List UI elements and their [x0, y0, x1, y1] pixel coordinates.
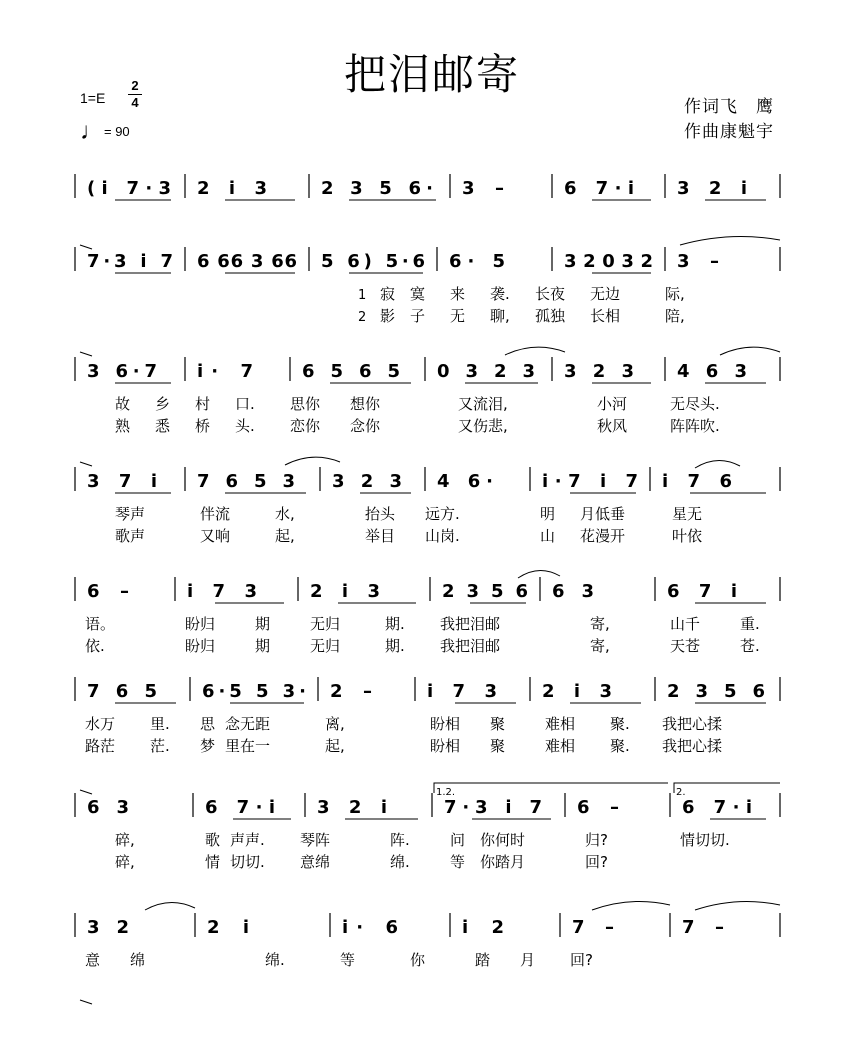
measure-notes: 5 6) 5·6	[321, 251, 425, 272]
lyric-syllable: 问	[450, 831, 466, 849]
volta-label-2: 2.	[676, 787, 686, 798]
lyric-syllable: 孤独	[535, 307, 566, 325]
slur-arc	[720, 347, 780, 355]
measure-notes: i· 6	[342, 917, 398, 938]
lyric-syllable: 难相	[545, 715, 576, 733]
lyric-syllable: 桥	[195, 417, 211, 435]
lyric-syllable: 切切.	[230, 853, 265, 871]
lyric-syllable: 恋你	[290, 417, 321, 435]
lyric-syllable: 长相	[590, 307, 621, 325]
measure-notes: 2 i 3	[310, 581, 380, 602]
lyric-syllable: 回?	[570, 951, 593, 969]
lyric-syllable: 无边	[590, 285, 621, 303]
lyric-syllable: 梦	[200, 737, 216, 755]
lyric-syllable: 歌	[205, 831, 221, 849]
lyric-syllable: 等	[340, 951, 356, 969]
lyric-syllable: 琴阵	[300, 831, 331, 849]
lyric-syllable: 故	[115, 395, 131, 413]
measure-notes: 6 7·i	[205, 797, 275, 818]
lyric-syllable: 山千	[670, 615, 701, 633]
lyric-syllable: 我把泪邮	[440, 615, 501, 633]
song-title: 把泪邮寄	[343, 50, 520, 99]
composer-credit: 作曲康魁宇	[684, 122, 774, 142]
measure-notes: 2 3 5 6	[442, 581, 528, 602]
measure-notes: i· 7	[197, 361, 253, 382]
lyric-syllable: 想你	[350, 395, 381, 413]
lyric-syllable: 际,	[665, 285, 685, 303]
slur-arc	[518, 570, 560, 578]
measure-notes: 2 3 5 6	[667, 681, 765, 702]
lyric-syllable: 里在一	[225, 737, 271, 755]
lyric-syllable: 意绵	[300, 853, 331, 871]
lyric-syllable: 意	[85, 951, 101, 969]
measure-notes: 2 3 5 6·	[321, 178, 433, 199]
slur-arc	[505, 347, 565, 355]
lyric-syllable: 无归	[310, 637, 341, 655]
lyric-syllable: 无尽头.	[670, 395, 720, 413]
score-line	[75, 247, 780, 325]
lyric-syllable: 思	[200, 715, 216, 733]
measure-notes: i·7 i 7	[542, 471, 638, 492]
lyric-syllable: 绵	[130, 951, 146, 969]
lyric-syllable: 茫.	[150, 737, 170, 755]
lyric-syllable: 寞	[410, 285, 426, 303]
measure-notes: 6 –	[87, 581, 129, 602]
score-line	[75, 577, 780, 655]
slur-arc	[285, 457, 340, 465]
lyric-syllable: 重.	[740, 615, 760, 633]
measure-notes: 2 i 3	[197, 178, 267, 199]
measure-notes: 6 7 i	[667, 581, 737, 602]
measure-notes: 3 –	[462, 178, 504, 199]
lyric-syllable: 离,	[325, 715, 345, 733]
lyric-syllable: 伴流	[200, 505, 231, 523]
lyric-syllable: 情切切.	[680, 831, 730, 849]
lyric-syllable: 你	[410, 951, 426, 969]
measure-notes: (i 7·3	[87, 178, 171, 199]
measure-notes: 3 2 i	[317, 797, 387, 818]
measure-notes: 6 66 3 66	[197, 251, 297, 272]
lyric-syllable: 歌声	[115, 527, 146, 545]
time-sig-top: 2	[131, 78, 139, 93]
measure-notes: 4 6 3	[677, 361, 747, 382]
measure-notes: 6 –	[577, 797, 619, 818]
lyric-syllable: 星无	[672, 505, 703, 523]
lyric-syllable: 聚	[490, 737, 506, 755]
volta-bracket-1	[434, 783, 668, 793]
lyric-syllable: 我把泪邮	[440, 637, 501, 655]
score-line	[75, 913, 780, 969]
lyric-syllable: 无	[450, 307, 466, 325]
lyric-syllable: 水万	[85, 715, 116, 733]
lyric-syllable: 抬头	[365, 505, 396, 523]
measure-notes: i 7 3	[187, 581, 257, 602]
lyric-syllable: 情	[205, 853, 221, 871]
lyric-syllable: 又响	[200, 527, 231, 545]
slur-arc	[145, 902, 195, 910]
lyric-syllable: 期	[255, 637, 271, 655]
measure-notes: 6 5 6 5	[302, 361, 400, 382]
volta-label-1: 1.2.	[436, 787, 456, 798]
lyric-syllable: 乡	[155, 395, 171, 413]
lyric-syllable: 聚	[490, 715, 506, 733]
lyric-syllable: 山岗.	[425, 527, 460, 545]
lyric-syllable: 我把心揉	[662, 715, 723, 733]
lyric-syllable: 又伤悲,	[458, 417, 508, 435]
measure-notes: 3 2	[87, 917, 129, 938]
measure-notes: 3 2 3	[332, 471, 402, 492]
score-line	[75, 783, 780, 871]
lyric-syllable: 期	[255, 615, 271, 633]
measure-notes: 2 –	[330, 681, 372, 702]
lyric-syllable: 月	[520, 951, 536, 969]
measure-notes: 7 6 5 3	[197, 471, 295, 492]
lyric-syllable: 碎,	[115, 831, 135, 849]
tie-stub	[80, 462, 92, 466]
lyric-syllable: 寂	[380, 285, 396, 303]
measure-notes: 3 –	[677, 251, 719, 272]
lyric-syllable: 念你	[350, 417, 381, 435]
tie-stub	[80, 1000, 92, 1004]
lyric-syllable: 村	[195, 395, 211, 413]
lyric-syllable: 语。	[85, 615, 116, 633]
measure-notes: 7 –	[682, 917, 724, 938]
lyric-syllable: 期.	[385, 637, 405, 655]
measure-notes: 3 2 3	[564, 361, 634, 382]
lyric-syllable: 秋风	[597, 417, 628, 435]
score-line	[75, 677, 780, 755]
lyric-syllable: 里.	[150, 715, 170, 733]
lyric-syllable: 头.	[235, 417, 255, 435]
lyric-syllable: 阵.	[390, 831, 410, 849]
lyric-syllable: 琴声	[115, 505, 146, 523]
lyric-syllable: 又流泪,	[458, 395, 508, 413]
key-signature: 1=E	[80, 90, 106, 106]
lyric-syllable: 你踏月	[480, 853, 526, 871]
lyricist-credit: 作词飞 鹰	[684, 97, 774, 117]
slur-arc	[680, 236, 780, 245]
lyric-syllable: 期.	[385, 615, 405, 633]
lyric-syllable: 熟	[115, 417, 131, 435]
measure-notes: 4 6·	[437, 471, 493, 492]
measure-notes: 3 2 i	[677, 178, 747, 199]
lyric-syllable: 盼相	[430, 737, 461, 755]
lyric-syllable: 悉	[155, 417, 171, 435]
lyric-syllable: 举目	[365, 527, 396, 545]
lyric-syllable: 绵.	[265, 951, 285, 969]
lyric-syllable: 声声.	[230, 831, 265, 849]
lyric-syllable: 聊,	[490, 307, 510, 325]
volta-bracket-2	[674, 783, 780, 793]
lyric-syllable: 盼归	[185, 637, 216, 655]
quarter-note-icon: ♩	[80, 118, 104, 145]
lyric-syllable: 绵.	[390, 853, 410, 871]
lyric-syllable: 寄,	[590, 615, 610, 633]
lyric-syllable: 1	[358, 288, 367, 303]
lyric-syllable: 口.	[235, 395, 255, 413]
measure-notes: 2 i 3	[542, 681, 612, 702]
lyric-syllable: 你何时	[480, 831, 526, 849]
measure-notes: 6 7·i	[682, 797, 752, 818]
measure-notes: 7·3 i 7	[444, 797, 542, 818]
lyric-syllable: 长夜	[535, 285, 566, 303]
lyric-syllable: 依.	[85, 637, 105, 655]
lyric-syllable: 山	[540, 527, 556, 545]
lyric-syllable: 叶依	[672, 527, 703, 545]
measure-notes: 3 6·7	[87, 361, 157, 382]
time-sig-bottom: 4	[128, 94, 142, 111]
lyric-syllable: 归?	[585, 831, 608, 849]
measure-notes: i 7 3	[427, 681, 497, 702]
lyric-syllable: 明	[540, 505, 556, 523]
measure-notes: 7·3 i 7	[87, 251, 173, 272]
lyric-syllable: 来	[450, 285, 466, 303]
lyric-syllable: 碎,	[115, 853, 135, 871]
measure-notes: 6· 5	[449, 251, 505, 272]
lyric-syllable: 子	[410, 307, 426, 325]
lyric-syllable: 袭.	[490, 285, 510, 303]
tie-stub	[80, 790, 92, 794]
lyric-syllable: 踏	[475, 951, 491, 969]
lyric-syllable: 聚.	[610, 737, 630, 755]
lyric-syllable: 路茫	[85, 737, 116, 755]
slur-arc	[695, 901, 780, 910]
lyric-syllable: 思你	[290, 395, 321, 413]
measure-notes: 7 –	[572, 917, 614, 938]
lyric-syllable: 起,	[325, 737, 345, 755]
lyric-syllable: 回?	[585, 853, 608, 871]
measure-notes: 0 3 2 3	[437, 361, 535, 382]
measure-notes: 7 6 5	[87, 681, 157, 702]
lyric-syllable: 陪,	[665, 307, 685, 325]
measure-notes: i 2	[462, 917, 504, 938]
lyric-syllable: 盼归	[185, 615, 216, 633]
lyric-syllable: 天苍	[670, 637, 701, 655]
lyric-syllable: 水,	[275, 505, 295, 523]
tie-stub	[80, 245, 92, 249]
measure-notes: 6 3	[87, 797, 129, 818]
measure-notes: 6·5 5 3·	[202, 681, 306, 702]
lyric-syllable: 聚.	[610, 715, 630, 733]
lyric-syllable: 等	[450, 853, 466, 871]
lyric-syllable: 花漫开	[580, 527, 626, 545]
score-line	[75, 357, 780, 435]
lyric-syllable: 念无距	[225, 715, 271, 733]
slur-arc	[695, 460, 740, 468]
measure-notes: 6 3	[552, 581, 594, 602]
lyric-syllable: 阵阵吹.	[670, 417, 720, 435]
lyric-syllable: 苍.	[740, 637, 760, 655]
lyric-syllable: 影	[380, 307, 396, 325]
tempo-value: = 90	[104, 124, 130, 139]
slur-arc	[592, 901, 670, 910]
score-line	[75, 174, 780, 200]
lyric-syllable: 起,	[275, 527, 295, 545]
measure-notes: 3 2 0 3 2	[564, 251, 653, 272]
lyric-syllable: 远方.	[425, 505, 460, 523]
score-line	[75, 467, 780, 545]
measure-notes: 3 7 i	[87, 471, 157, 492]
measure-notes: 2 i	[207, 917, 249, 938]
lyric-syllable: 小河	[597, 395, 628, 413]
lyric-syllable: 寄,	[590, 637, 610, 655]
measure-notes: 6 7·i	[564, 178, 634, 199]
lyric-syllable: 我把心揉	[662, 737, 723, 755]
lyric-syllable: 难相	[545, 737, 576, 755]
lyric-syllable: 无归	[310, 615, 341, 633]
lyric-syllable: 月低垂	[580, 505, 626, 523]
lyric-syllable: 盼相	[430, 715, 461, 733]
lyric-syllable: 2	[358, 310, 367, 325]
tie-stub	[80, 352, 92, 356]
measure-notes: i 7 6	[662, 471, 732, 492]
